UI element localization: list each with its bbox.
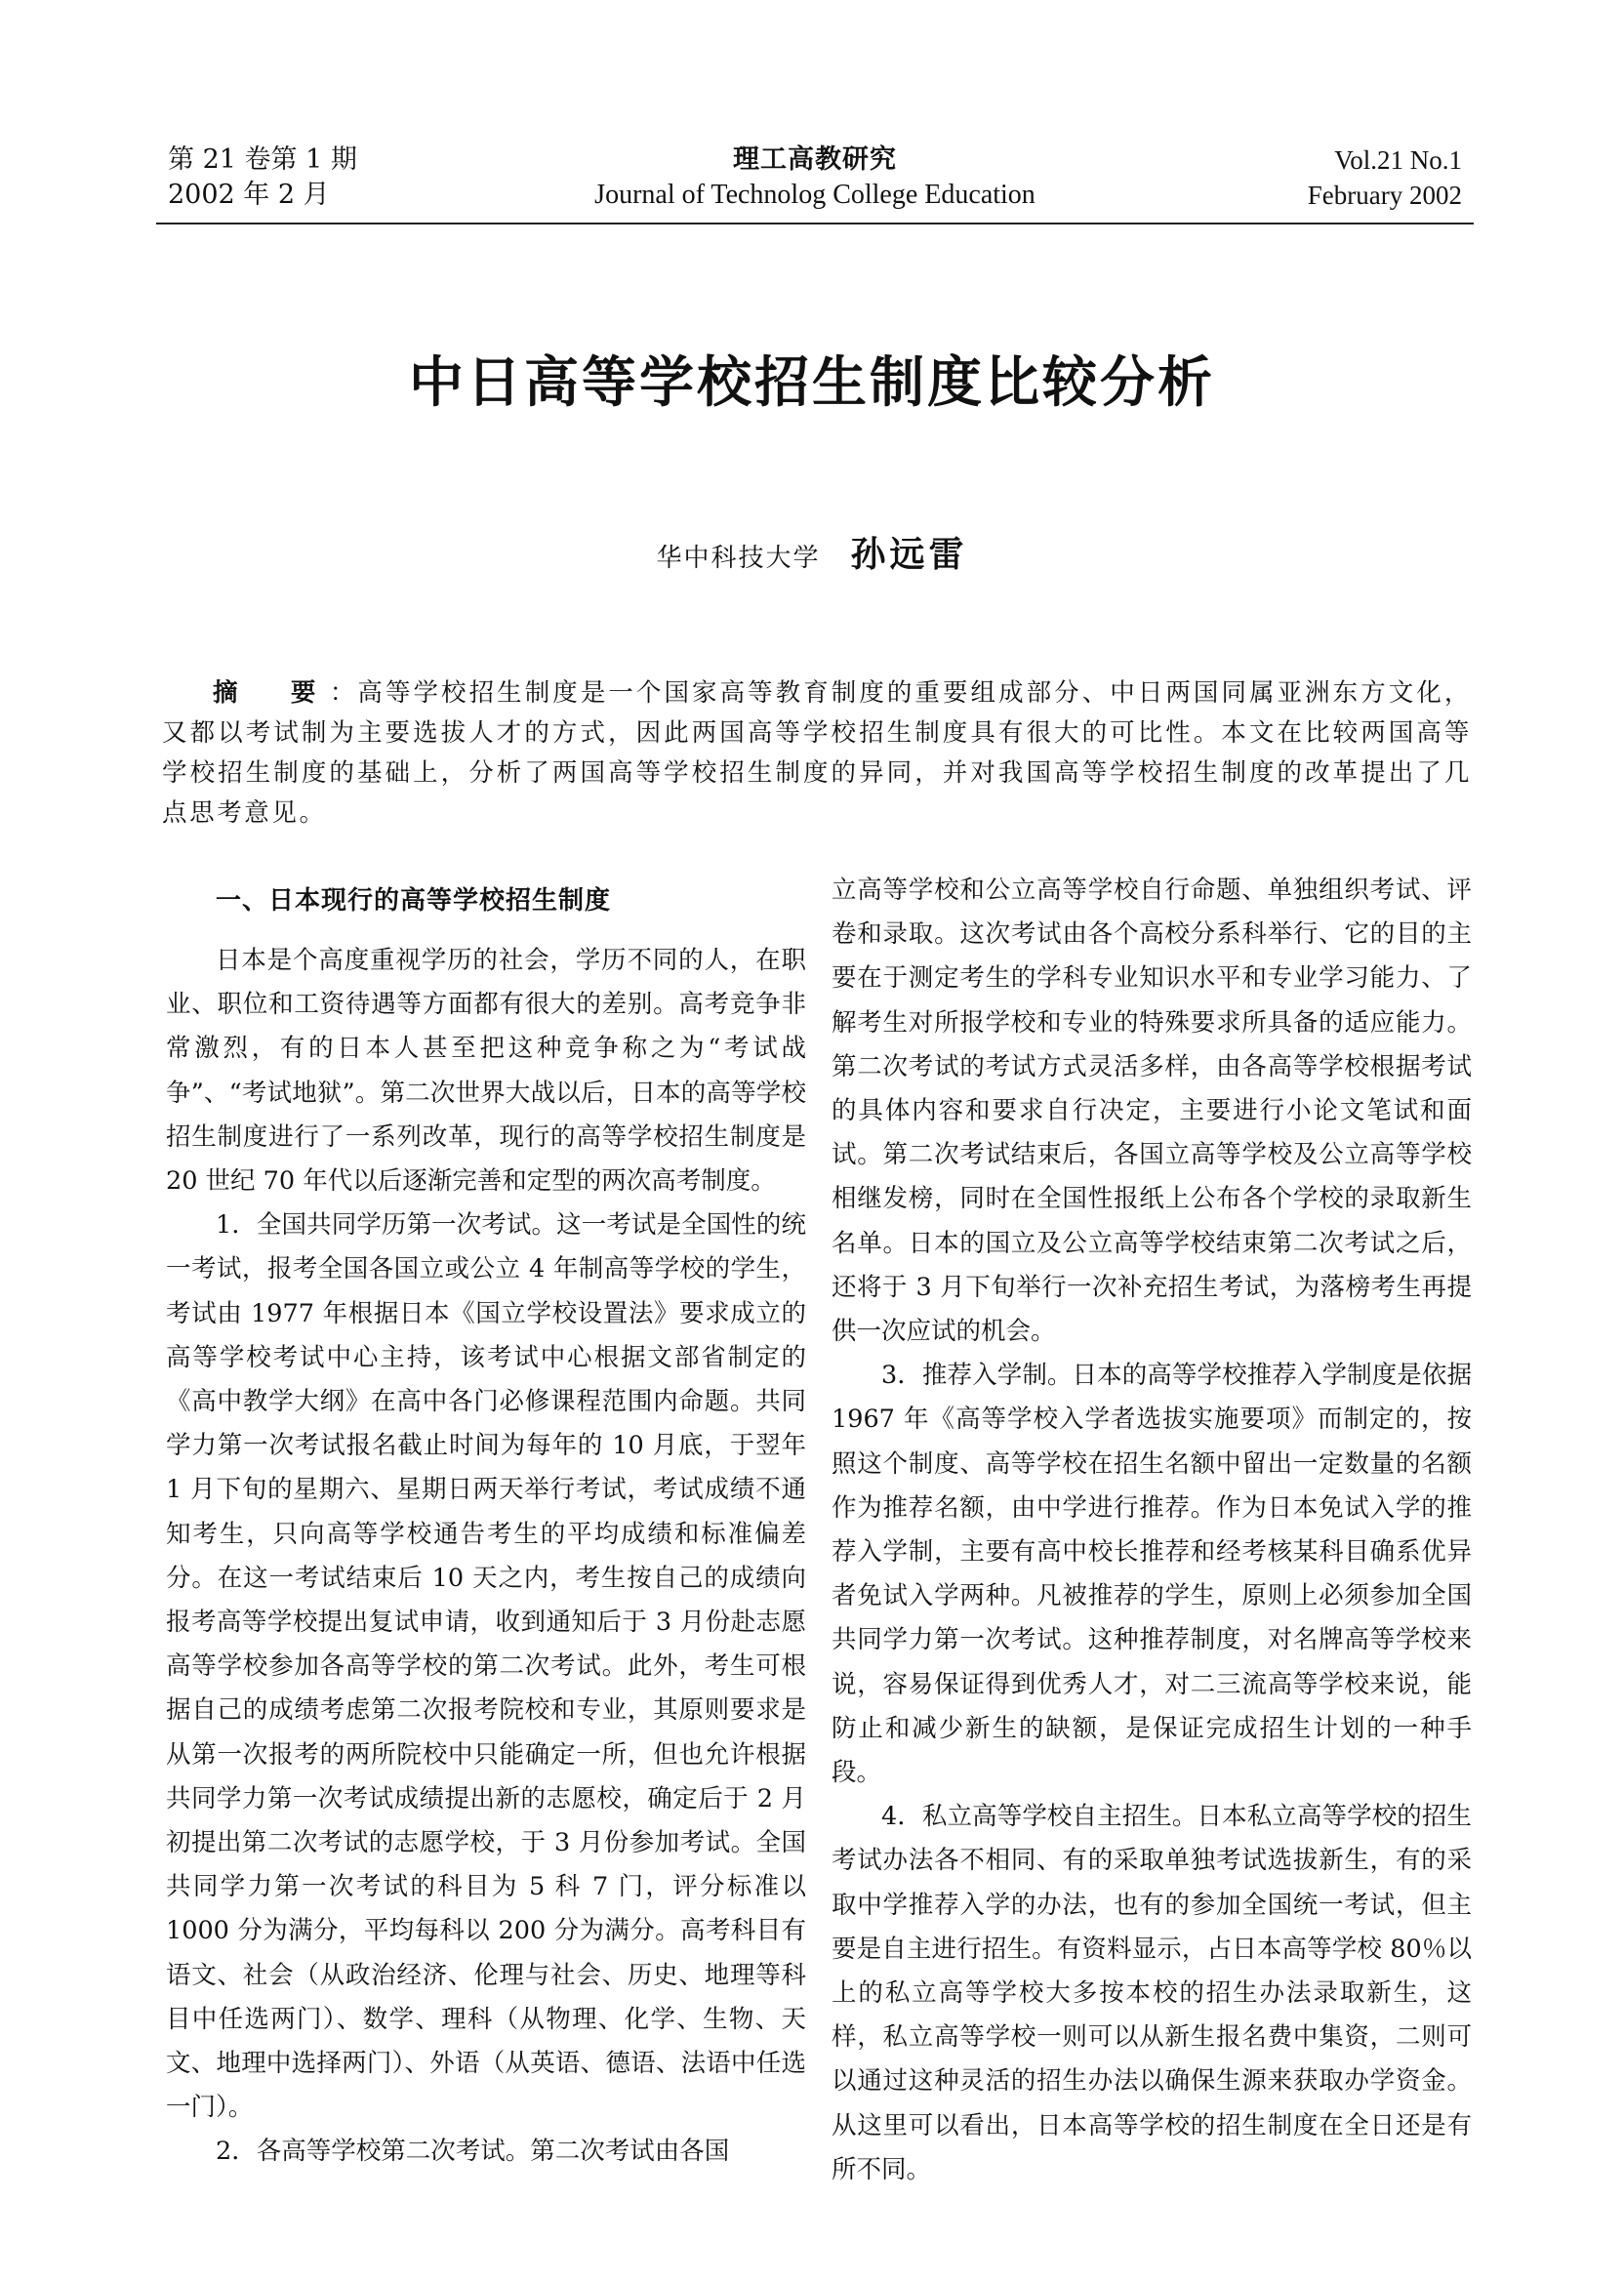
abstract-label: 摘 要 [213,678,330,708]
date-en: February 2002 [1307,181,1462,210]
right-column [832,869,1472,2192]
paragraph-intro: 日本是个高度重视学历的社会，学历不同的人，在职业、职位和工资待遇等方面都有很大的差别。高考竞争非常激烈，有的日本人甚至把这种竞争称之为“考试战争”、“考试地狱”。第二次世界大战以后，日本的高等学校招生制度进行了一系列改革，现行的高等学校招生制度是 20 世纪 70 年代以后逐渐完善和定型的两次高考制度。 [166,946,806,1197]
left-column [166,869,806,2175]
volume-issue-en: Vol.21 No.1 [1334,145,1462,175]
journal-name-cn: 理工高教研究 [733,144,897,175]
author-name: 孙远雷 [850,534,968,575]
journal-name-en: Journal of Technolog College Education [594,180,1035,210]
volume-issue-cn: 第 21 卷第 1 期 [168,144,357,175]
date-cn: 2002 年 2 月 [168,180,330,210]
paragraph-recommendation: 3．推荐入学制。日本的高等学校推荐入学制度是依据 1967 年《高等学校入学者选拔实施要项》而制定的，按照这个制度、高等学校在招生名额中留出一定数量的名额作为推荐名额，由中学进行推荐。作为日本免试入学的推荐入学制，主要有高中校长推荐和经考核某科目确系优异者免试入学两种。凡被推荐的学生，原则上必须参加全国共同学力第一次考试。这种推荐制度，对名牌高等学校来说，容易保证得到优秀人才，对二三流高等学校来说，能防止和减少新生的缺额，是保证完成招生计划的一种手段。 [832,1361,1472,1788]
article-title: 中日高等学校招生制度比较分析 [409,351,1215,415]
paragraph-first-exam: 1．全国共同学历第一次考试。这一考试是全国性的统一考试，报考全国各国立或公立 4 年制高等学校的学生，考试由 1977 年根据日本《国立学校设置法》要求成立的高等学校考试中心主持，该考试中心根据文部省制定的《高中教学大纲》在高中各门必修课程范围内命题。共同学力第一次考试报名截止时间为每年的 10 月底，于翌年 1 月下旬的星期六、星期日两天举行考试，考试成绩不通知考生，只向高等学校通告考生的平均成绩和标准偏差分。在这一考试结束后 10 天之内，考生按自己的成绩向报考高等学校提出复试申请，收到通知后于 3 月份赴志愿高等学校参加各高等学校的第二次考试。此外，考生可根据自己的成绩考虑第二次报考院校和专业，其原则要求是从第一次报考的两所院校中只能确定一所，但也允许根据共同学力第一次考试成绩提出新的志愿校，确定后于 2 月初提出第二次考试的志愿学校，于 3 月份参加考试。全国共同学力第一次考试的科目为 5 科 7 门，评分标准以 1000 分为满分，平均每科以 200 分为满分。高考科目有语文、社会（从政治经济、伦理与社会、历史、地理等科目中任选两门）、数学、理科（从物理、化学、生物、天文、地理中选择两门）、外语（从英语、德语、法语中任选一门）。 [166,1210,806,2123]
paragraph-private-schools: 4．私立高等学校自主招生。日本私立高等学校的招生考试办法各不相同、有的采取单独考试选拔新生，有的采取中学推荐入学的办法，也有的参加全国统一考试，但主要是自主进行招生。有资料显示，占日本高等学校 80％以上的私立高等学校大多按本校的招生办法录取新生，这样，私立高等学校一则可以从新生报名费中集资，二则可以通过这种灵活的招生办法以确保生源来获取办学资金。从这里可以看出，日本高等学校的招生制度在全日还是有所不同。 [832,1802,1472,2184]
header-right [1308,143,1462,213]
abstract [162,673,1472,834]
journal-header [156,143,1474,224]
affiliation: 华中科技大学 [656,544,821,573]
header-center [156,143,1474,213]
paragraph-second-exam-cont: 立高等学校和公立高等学校自行命题、单独组织考试、评卷和录取。这次考试由各个高校分系科举行、它的目的主要在于测定考生的学科专业知识水平和专业学习能力、了解考生对所报学校和专业的特殊要求所具备的适应能力。第二次考试的考试方式灵活多样，由各高等学校根据考试的具体内容和要求自行决定，主要进行小论文笔试和面试。第二次考试结束后，各国立高等学校及公立高等学校相继发榜，同时在全国性报纸上公布各个学校的录取新生名单。日本的国立及公立高等学校结束第二次考试之后，还将于 3 月下旬举行一次补充招生考试，为落榜考生再提供一次应试的机会。 [832,876,1472,1347]
author-line [0,527,1624,577]
abstract-text: ：高等学校招生制度是一个国家高等教育制度的重要组成部分、中日两国同属亚洲东方文化，又都以考试制为主要选拔人才的方式，因此两国高等学校招生制度具有很大的可比性。本文在比较两国高等学校招生制度的基础上，分析了两国高等学校招生制度的异同，并对我国高等学校招生制度的改革提出了几点思考意见。 [162,678,1472,828]
paragraph-second-exam-start: 2．各高等学校第二次考试。第二次考试由各国 [216,2137,730,2167]
section-heading: 一、日本现行的高等学校招生制度 [216,886,612,916]
